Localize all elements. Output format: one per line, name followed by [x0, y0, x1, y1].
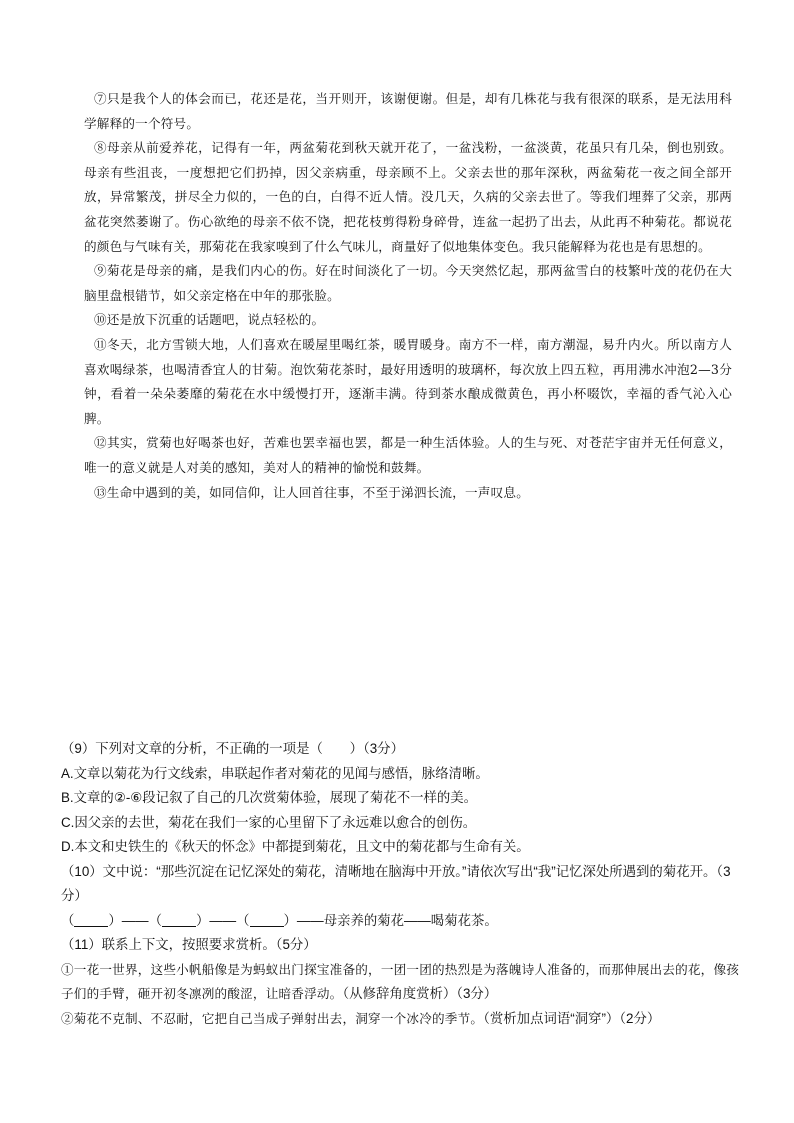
paragraph-5: ⑧母亲从前爱养花，记得有一年，两盆菊花到秋天就开花了，一盆浅粉，一盆淡黄，花虽只有几朵，倒也别致。母亲有些沮丧，一度想把它们扔掉，因父亲病重，母亲顾不上。父亲去世的那年深秋，两盆菊花一夜之间全部开放，异常繁茂，拼尽全力似的，一色的白，白得不近人情。没几天，久病的父亲去世了。等我们埋葬了父亲，那两盆花突然萎谢了。伤心欲绝的母亲不依不饶，把花枝剪得粉身碎骨，连盆一起扔了出去，从此再不种菊花。都说花的颜色与气味有关，那菊花在我家嗅到了什么气味儿，商量好了似地集体变色。我只能解释为花也是有思想的。: [84, 140, 732, 254]
question-11-item-2: [61, 1007, 741, 1032]
question-11-item-1-requirement: （从修辞角度赏析）（3分）: [342, 986, 498, 1001]
paragraph-7: ⑩还是放下沉重的话题吧，说点轻松的。: [94, 312, 325, 328]
answer-blank-2[interactable]: [162, 910, 196, 927]
paragraph-4: ⑦只是我个人的体会而已，花还是花，当开则开，该谢便谢。但是，却有几株花与我有很深的联系，是无法用科学解释的一个符号。: [84, 91, 732, 131]
questions-section: [61, 737, 741, 1031]
question-9-option-a: A.文章以菊花为行文线索，串联起作者对菊花的见闻与感悟，脉络清晰。: [61, 765, 489, 781]
question-9-stem: （9）下列对文章的分析，不正确的一项是（ ）（3分）: [61, 741, 404, 756]
question-11-item-2-text: ②菊花不克制、不忍耐，它把自己当成子弹射出去，洞穿一个冰冷的季节。: [61, 1010, 484, 1026]
question-11-item-1-text: ①一花一世界，这些小帆船像是为蚂蚁出门探宝准备的，一团一团的热烈是为落魄诗人准备的，而那伸展出去的花，像孩子们的手臂，砸开初冬凛冽的酸涩，让暗香浮动。: [61, 961, 740, 1001]
question-10-answer-chain: （ ）——（ ）——（ ）——母亲养的菊花——喝菊花茶。: [61, 909, 741, 934]
paragraph-9: ⑫其实，赏菊也好喝茶也好，苦难也罢幸福也罢，都是一种生活体验。人的生与死、对苍茫宇宙并无任何意义，唯一的意义就是人对美的感知，美对人的精神的愉悦和鼓舞。: [84, 435, 732, 475]
paragraph-6: ⑨菊花是母亲的痛，是我们内心的伤。好在时间淡化了一切。今天突然忆起，那两盆雪白的枝繁叶茂的花仍在大脑里盘根错节，如父亲定格在中年的那张脸。: [84, 263, 732, 303]
question-11-stem: （11）联系上下文，按照要求赏析。（5分）: [61, 937, 317, 952]
reading-passage: [84, 87, 732, 505]
paragraph-8: ⑪冬天，北方雪锁大地，人们喜欢在暖屋里喝红茶，暖胃暖身。南方不一样，南方潮湿，易升内火。所以南方人喜欢喝绿茶，也喝清香宜人的甘菊。泡饮菊花茶时，最好用透明的玻璃杯，每次放上四五粒，再用沸水冲泡2—3分钟，看着一朵朵萎靡的菊花在水中缓慢打开，逐渐丰满。待到茶水酿成微黄色，再小杯啜饮，幸福的香气沁入心脾。: [84, 336, 732, 426]
question-9-option-c: C.因父亲的去世，菊花在我们一家的心里留下了永远难以愈合的创伤。: [61, 814, 477, 830]
question-9-option-b: B.文章的②-⑥段记叙了自己的几次赏菊体验，展现了菊花不一样的美。: [61, 790, 478, 805]
question-10-stem: （10）文中说：“那些沉淀在记忆深处的菊花，清晰地在脑海中开放。”请依次写出“我”记忆深处所遇到的菊花开。（3分）: [61, 863, 731, 903]
answer-blank-3[interactable]: [250, 910, 284, 927]
question-11-item-1: [61, 958, 741, 1007]
question-11-item-2-requirement: （赏析加点词语“洞穿”）（2分）: [483, 1010, 661, 1026]
answer-chain-tail: ——母亲养的菊花——喝菊花茶。: [296, 912, 498, 928]
question-9-option-d: D.本文和史铁生的《秋天的怀念》中都提到菊花，且文中的菊花都与生命有关。: [61, 839, 530, 854]
answer-blank-1[interactable]: [74, 910, 108, 927]
paragraph-10: ⑬生命中遇到的美，如同信仰，让人回首往事，不至于涕泗长流，一声叹息。: [94, 484, 529, 500]
